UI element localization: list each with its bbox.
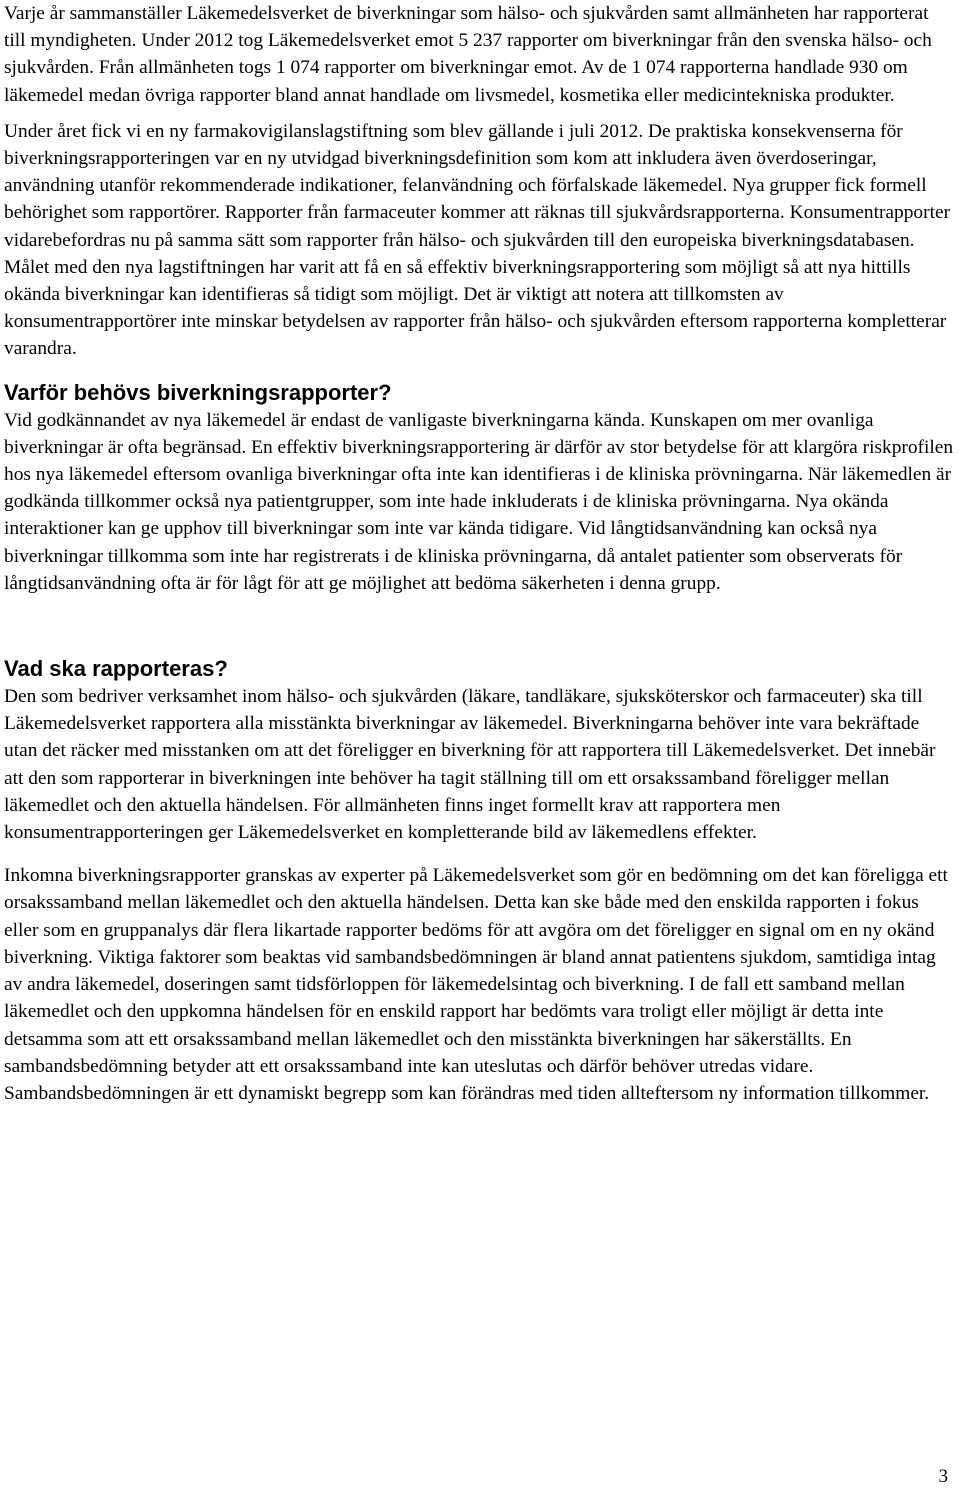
spacer (4, 363, 954, 379)
spacer (4, 597, 954, 655)
intro-paragraph-1: Varje år sammanställer Läkemedelsverket de biverkningar som hälso- och sjukvården samt allmänheten har rapporterat till myndigheten. Under 2012 tog Läkemedelsverket emot 5 237 rapporter om biverkningar från den svenska hälso- och sjukvården. Från allmänheten togs 1 074 rapporter om biverkningar emot. Av de 1 074 rapporterna handlade 930 om läkemedel medan övriga rapporter bland annat handlade om livsmedel, kosmetika eller medicintekniska produkter. (4, 3, 932, 106)
intro-paragraph-2: Under året fick vi en ny farmakovigilanslagstiftning som blev gällande i juli 2012. De praktiska konsekvenserna för biverkningsrapporteringen var en ny utvidgad biverkningsdefinition som kom att inkludera även överdoseringar, användning utanför rekommenderade indikationer, felanvändning och förfalskade läkemedel. Nya grupper fick formell behörighet som rapportörer. Rapporter från farmaceuter kommer att räknas till sjukvårdsrapporterna. Konsumentrapporter vidarebefordras nu på samma sätt som rapporter från hälso- och sjukvården till den europeiska biverkningsdatabasen. Målet med den nya lagstiftningen har varit att få en så effektiv biverkningsrapportering som möjligt så att nya hittills okända biverkningar kan identifieras så tidigt som möjligt. Det är viktigt att notera att tillkomsten av konsumentrapportörer inte minskar betydelsen av rapporter från hälso- och sjukvården eftersom rapporterna kompletterar varandra. (4, 120, 951, 360)
what-paragraph-2: Inkomna biverkningsrapporter granskas av experter på Läkemedelsverket som gör en bedömning om det kan föreligga ett orsakssamband mellan läkemedlet och den aktuella händelsen. Detta kan ske både med den enskilda rapporten i fokus eller som en gruppanalys där flera likartade rapporter bedöms för att avgöra om det föreligger en signal om en ny okänd biverkning. Viktiga faktorer som beaktas vid sambandsbedömningen är bland annat patientens sjukdom, samtidiga intag av andra läkemedel, doseringen samt tidsförloppen för läkemedelsintag och biverkning. I de fall ett samband mellan läkemedlet och den uppkomna händelsen för en enskild rapport har bedömts vara troligt eller möjligt är detta inte detsamma som att ett orsakssamband mellan läkemedlet och den misstänkta biverkningen har säkerställts. En sambandsbedömning betyder att ett orsakssamband inte kan uteslutas och därför behöver utredas vidare. Sambandsbedömningen är ett dynamiskt begrepp som kan förändras med tiden allteftersom ny information tillkommer. (4, 865, 948, 1104)
spacer (4, 846, 954, 862)
spacer (4, 109, 954, 118)
document-page (4, 0, 954, 1107)
page-number: 3 (938, 1466, 948, 1487)
why-paragraph-1: Vid godkännandet av nya läkemedel är endast de vanligaste biverkningarna kända. Kunskapen om mer ovanliga biverkningar är ofta begränsad. En effektiv biverkningsrapportering är därför av stor betydelse för att klargöra riskprofilen hos nya läkemedel eftersom ovanliga biverkningar ofta inte kan identifieras i de kliniska prövningarna. När läkemedlen är godkända tillkommer också nya patientgrupper, som inte hade inkluderats i de kliniska prövningarna. Nya okända interaktioner kan ge upphov till biverkningar som inte var kända tidigare. Vid långtidsanvändning kan också nya biverkningar tillkomma som inte har registrerats i de kliniska prövningarna, då antalet patienter som observerats för långtidsanvändning ofta är för lågt för att ge möjlighet att bedöma säkerheten i denna grupp. (4, 409, 954, 594)
section-heading-why: Varför behövs biverkningsrapporter? (4, 379, 392, 405)
what-paragraph-1: Den som bedriver verksamhet inom hälso- och sjukvården (läkare, tandläkare, sjuksköterskor och farmaceuter) ska till Läkemedelsverket rapportera alla misstänkta biverkningar av läkemedel. Biverkningarna behöver inte vara bekräftade utan det räcker med misstanken om att det föreligger en biverkning för att rapportera till Läkemedelsverket. Det innebär att den som rapporterar in biverkningen inte behöver ha tagit ställning till om ett orsakssamband föreligger mellan läkemedlet och den aktuella händelsen. För allmänheten finns inget formellt krav att rapportera men konsumentrapporteringen ger Läkemedelsverket en kompletterande bild av läkemedlens effekter. (4, 686, 936, 844)
section-heading-what: Vad ska rapporteras? (4, 656, 228, 682)
